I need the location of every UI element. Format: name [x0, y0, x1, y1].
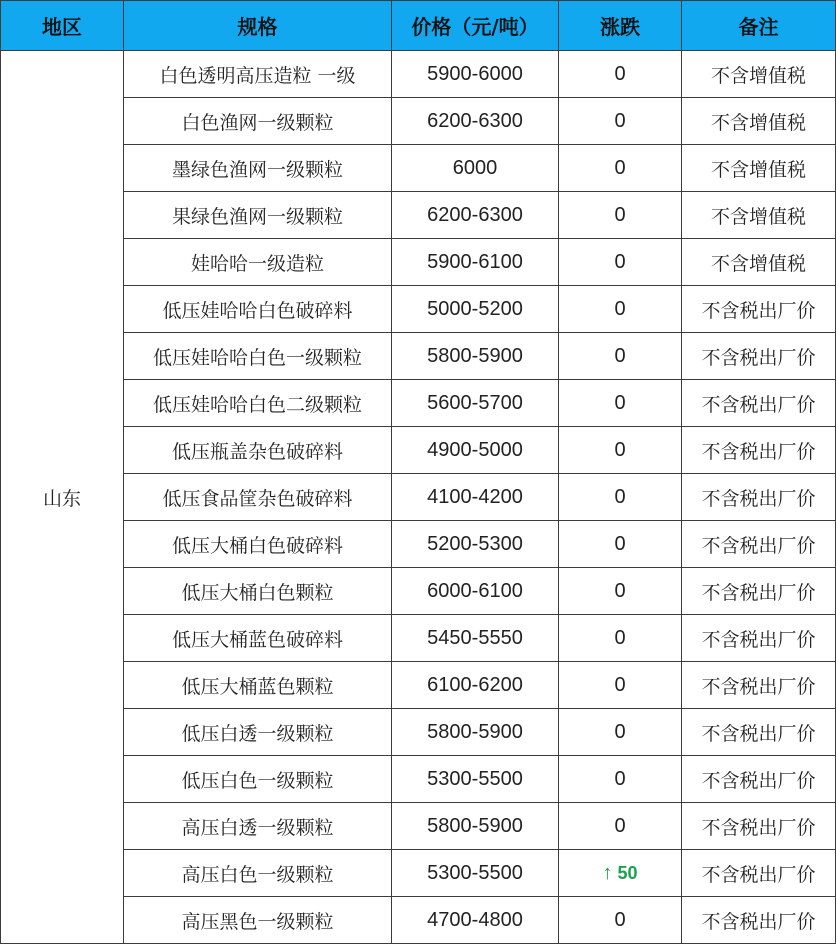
note-cell: 不含税出厂价	[682, 709, 836, 756]
price-cell: 5800-5900	[392, 333, 559, 380]
table-row	[1, 897, 836, 944]
region-cell: 山东	[1, 51, 124, 944]
table-row	[1, 615, 836, 662]
table-row	[1, 51, 836, 98]
note-cell: 不含税出厂价	[682, 756, 836, 803]
spec-cell: 低压娃哈哈白色二级颗粒	[124, 380, 392, 427]
price-cell: 4100-4200	[392, 474, 559, 521]
note-cell: 不含增值税	[682, 239, 836, 286]
change-cell	[559, 850, 682, 897]
header-price: 价格（元/吨）	[392, 1, 559, 51]
header-change: 涨跌	[559, 1, 682, 51]
table-row	[1, 380, 836, 427]
spec-cell: 高压白透一级颗粒	[124, 803, 392, 850]
table-row	[1, 803, 836, 850]
change-cell: 0	[559, 333, 682, 380]
note-cell: 不含税出厂价	[682, 427, 836, 474]
spec-cell: 低压娃哈哈白色一级颗粒	[124, 333, 392, 380]
change-cell: 0	[559, 568, 682, 615]
change-value: 50	[617, 862, 638, 883]
change-cell: 0	[559, 427, 682, 474]
change-cell: 0	[559, 380, 682, 427]
table-body	[1, 51, 836, 944]
spec-cell: 低压大桶白色破碎料	[124, 521, 392, 568]
price-cell: 5300-5500	[392, 850, 559, 897]
spec-cell: 低压大桶白色颗粒	[124, 568, 392, 615]
change-cell: 0	[559, 239, 682, 286]
table-row	[1, 145, 836, 192]
note-cell: 不含增值税	[682, 51, 836, 98]
spec-cell: 高压白色一级颗粒	[124, 850, 392, 897]
spec-cell: 低压白色一级颗粒	[124, 756, 392, 803]
spec-cell: 低压大桶蓝色破碎料	[124, 615, 392, 662]
note-cell: 不含税出厂价	[682, 615, 836, 662]
table-row	[1, 756, 836, 803]
table-row	[1, 709, 836, 756]
table-row	[1, 286, 836, 333]
change-cell: 0	[559, 192, 682, 239]
price-cell: 4700-4800	[392, 897, 559, 944]
change-cell: 0	[559, 756, 682, 803]
note-cell: 不含税出厂价	[682, 897, 836, 944]
price-cell: 5000-5200	[392, 286, 559, 333]
up-arrow-icon: ↑	[602, 861, 613, 884]
note-cell: 不含税出厂价	[682, 474, 836, 521]
change-cell: 0	[559, 521, 682, 568]
change-cell: 0	[559, 897, 682, 944]
table-row	[1, 427, 836, 474]
price-cell: 5900-6100	[392, 239, 559, 286]
note-cell: 不含税出厂价	[682, 662, 836, 709]
table-row	[1, 333, 836, 380]
change-cell: 0	[559, 803, 682, 850]
price-cell: 5800-5900	[392, 803, 559, 850]
spec-cell: 低压白透一级颗粒	[124, 709, 392, 756]
price-cell: 6000-6100	[392, 568, 559, 615]
spec-cell: 墨绿色渔网一级颗粒	[124, 145, 392, 192]
table-row	[1, 239, 836, 286]
price-cell: 6000	[392, 145, 559, 192]
price-cell: 6100-6200	[392, 662, 559, 709]
note-cell: 不含税出厂价	[682, 380, 836, 427]
table-row	[1, 521, 836, 568]
header-note: 备注	[682, 1, 836, 51]
price-cell: 5300-5500	[392, 756, 559, 803]
table-row	[1, 850, 836, 897]
price-cell: 5600-5700	[392, 380, 559, 427]
table-row	[1, 98, 836, 145]
change-cell: 0	[559, 662, 682, 709]
price-cell: 5200-5300	[392, 521, 559, 568]
spec-cell: 白色渔网一级颗粒	[124, 98, 392, 145]
spec-cell: 低压娃哈哈白色破碎料	[124, 286, 392, 333]
change-cell: 0	[559, 145, 682, 192]
header-spec: 规格	[124, 1, 392, 51]
note-cell: 不含税出厂价	[682, 521, 836, 568]
header-row	[1, 1, 836, 51]
change-cell: 0	[559, 615, 682, 662]
spec-cell: 低压大桶蓝色颗粒	[124, 662, 392, 709]
spec-cell: 白色透明高压造粒 一级	[124, 51, 392, 98]
header-region: 地区	[1, 1, 124, 51]
spec-cell: 娃哈哈一级造粒	[124, 239, 392, 286]
table-header	[1, 1, 836, 51]
note-cell: 不含增值税	[682, 98, 836, 145]
change-cell: 0	[559, 98, 682, 145]
table-row	[1, 568, 836, 615]
change-cell: 0	[559, 51, 682, 98]
change-cell: 0	[559, 286, 682, 333]
change-cell: 0	[559, 709, 682, 756]
price-cell: 5900-6000	[392, 51, 559, 98]
table-row	[1, 192, 836, 239]
price-cell: 5800-5900	[392, 709, 559, 756]
note-cell: 不含增值税	[682, 145, 836, 192]
price-cell: 6200-6300	[392, 192, 559, 239]
note-cell: 不含税出厂价	[682, 286, 836, 333]
price-cell: 4900-5000	[392, 427, 559, 474]
spec-cell: 高压黑色一级颗粒	[124, 897, 392, 944]
price-cell: 6200-6300	[392, 98, 559, 145]
spec-cell: 低压食品筐杂色破碎料	[124, 474, 392, 521]
note-cell: 不含增值税	[682, 192, 836, 239]
spec-cell: 果绿色渔网一级颗粒	[124, 192, 392, 239]
table-row	[1, 662, 836, 709]
note-cell: 不含税出厂价	[682, 803, 836, 850]
note-cell: 不含税出厂价	[682, 568, 836, 615]
spec-cell: 低压瓶盖杂色破碎料	[124, 427, 392, 474]
change-cell: 0	[559, 474, 682, 521]
table-row	[1, 474, 836, 521]
price-cell: 5450-5550	[392, 615, 559, 662]
note-cell: 不含税出厂价	[682, 333, 836, 380]
note-cell: 不含税出厂价	[682, 850, 836, 897]
